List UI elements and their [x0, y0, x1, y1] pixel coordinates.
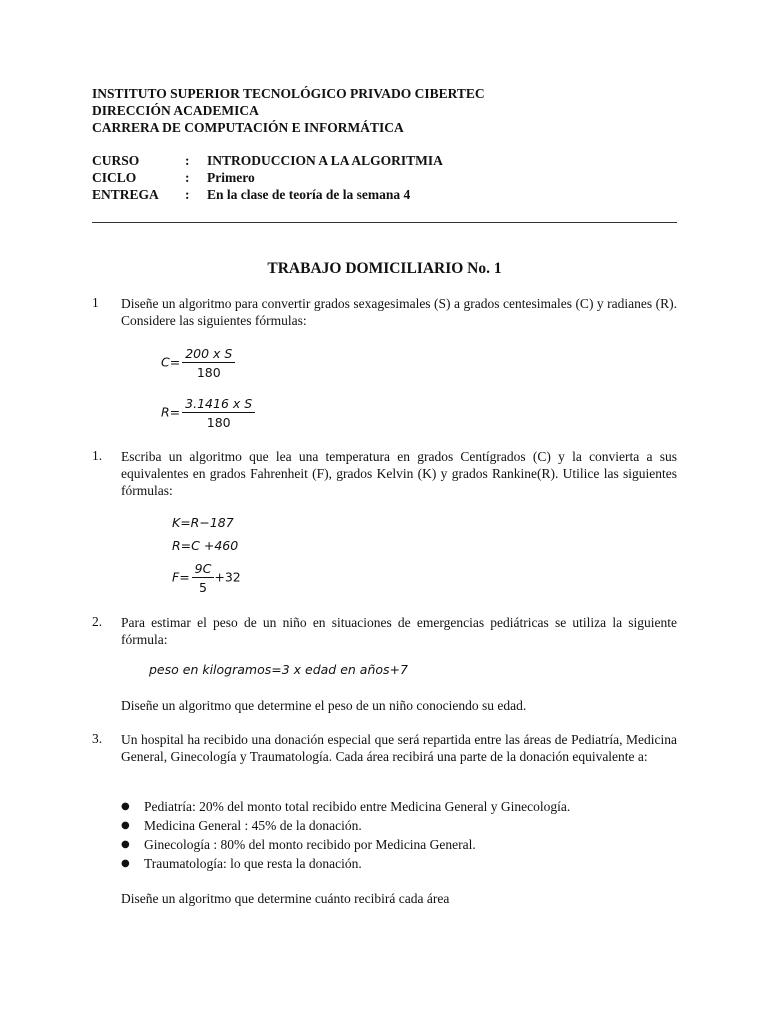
department-name: DIRECCIÓN ACADEMICA: [92, 103, 259, 118]
info-value: INTRODUCCION A LA ALGORITMIA: [207, 153, 443, 168]
formula-lhs: R=: [161, 404, 181, 420]
formula-rankine: R=C +460: [172, 538, 239, 553]
bullet-icon: ●: [121, 839, 130, 850]
formula-numerator: 3.1416 x S: [182, 396, 255, 413]
donation-list: [121, 797, 677, 873]
formula-lhs: F=: [172, 569, 190, 585]
info-colon: :: [185, 153, 190, 168]
header-divider: [92, 222, 677, 223]
list-item: ● Traumatología: lo que resta la donación.: [121, 856, 362, 871]
problem-4-closing: Diseñe un algoritmo que determine cuánto recibirá cada área: [121, 891, 450, 906]
problem-4-text: Un hospital ha recibido una donación especial que será repartida entre las áreas de Pediatría, Medicina General, Ginecología y Traumatología. Cada área recibirá una parte de la donación equivalente a:: [121, 732, 677, 764]
formula-radians: [161, 396, 255, 430]
formula-denominator: 180: [196, 365, 221, 380]
info-value: En la clase de teoría de la semana 4: [207, 187, 411, 202]
list-item: ● Pediatría: 20% del monto total recibido entre Medicina General y Ginecología.: [121, 799, 571, 814]
career-name: CARRERA DE COMPUTACIÓN E INFORMÁTICA: [92, 120, 404, 135]
info-key: ENTREGA: [92, 187, 159, 202]
problem-2-number: 1.: [92, 448, 103, 463]
formula-lhs: C=: [161, 354, 181, 370]
info-key: CURSO: [92, 153, 140, 168]
formula-weight: peso en kilogramos=3 x edad en años+7: [149, 662, 408, 677]
formula-kelvin: K=R−187: [172, 515, 234, 530]
info-colon: :: [185, 170, 190, 185]
formula-fahrenheit: [172, 561, 241, 595]
formula-denominator: 5: [199, 580, 207, 595]
formula-denominator: 180: [206, 415, 231, 430]
formula-rest: +32: [214, 569, 241, 585]
bullet-icon: ●: [121, 858, 130, 869]
problem-1-text: Diseñe un algoritmo para convertir grados sexagesimales (S) a grados centesimales (C) y radianes (R). Considere las siguientes fórmulas:: [121, 296, 677, 328]
list-item: ● Medicina General : 45% de la donación.: [121, 818, 362, 833]
info-key: CICLO: [92, 170, 137, 185]
institute-name: INSTITUTO SUPERIOR TECNOLÓGICO PRIVADO CIBERTEC: [92, 86, 485, 101]
problem-3-closing: Diseñe un algoritmo que determine el peso de un niño conociendo su edad.: [121, 698, 527, 713]
problem-4-number: 3.: [92, 731, 103, 746]
info-colon: :: [185, 187, 190, 202]
list-item: ● Ginecología : 80% del monto recibido por Medicina General.: [121, 837, 476, 852]
problem-3-text: Para estimar el peso de un niño en situaciones de emergencias pediátricas se utiliza la siguiente fórmula:: [121, 615, 677, 647]
page-title: TRABAJO DOMICILIARIO No. 1: [267, 260, 502, 277]
problem-2-text: Escriba un algoritmo que lea una temperatura en grados Centígrados (C) y la convierta a sus equivalentes en grados Fahrenheit (F), grados Kelvin (K) y grados Rankine(R). Utilice las siguientes fórmulas:: [121, 449, 677, 498]
bullet-icon: ●: [121, 820, 130, 831]
formula-centesimal: [161, 346, 235, 380]
bullet-icon: ●: [121, 801, 130, 812]
problem-3-number: 2.: [92, 614, 103, 629]
formula-numerator: 9C: [192, 561, 215, 578]
formula-numerator: 200 x S: [182, 346, 235, 363]
problem-1-number: 1: [92, 295, 99, 310]
info-value: Primero: [207, 170, 255, 185]
